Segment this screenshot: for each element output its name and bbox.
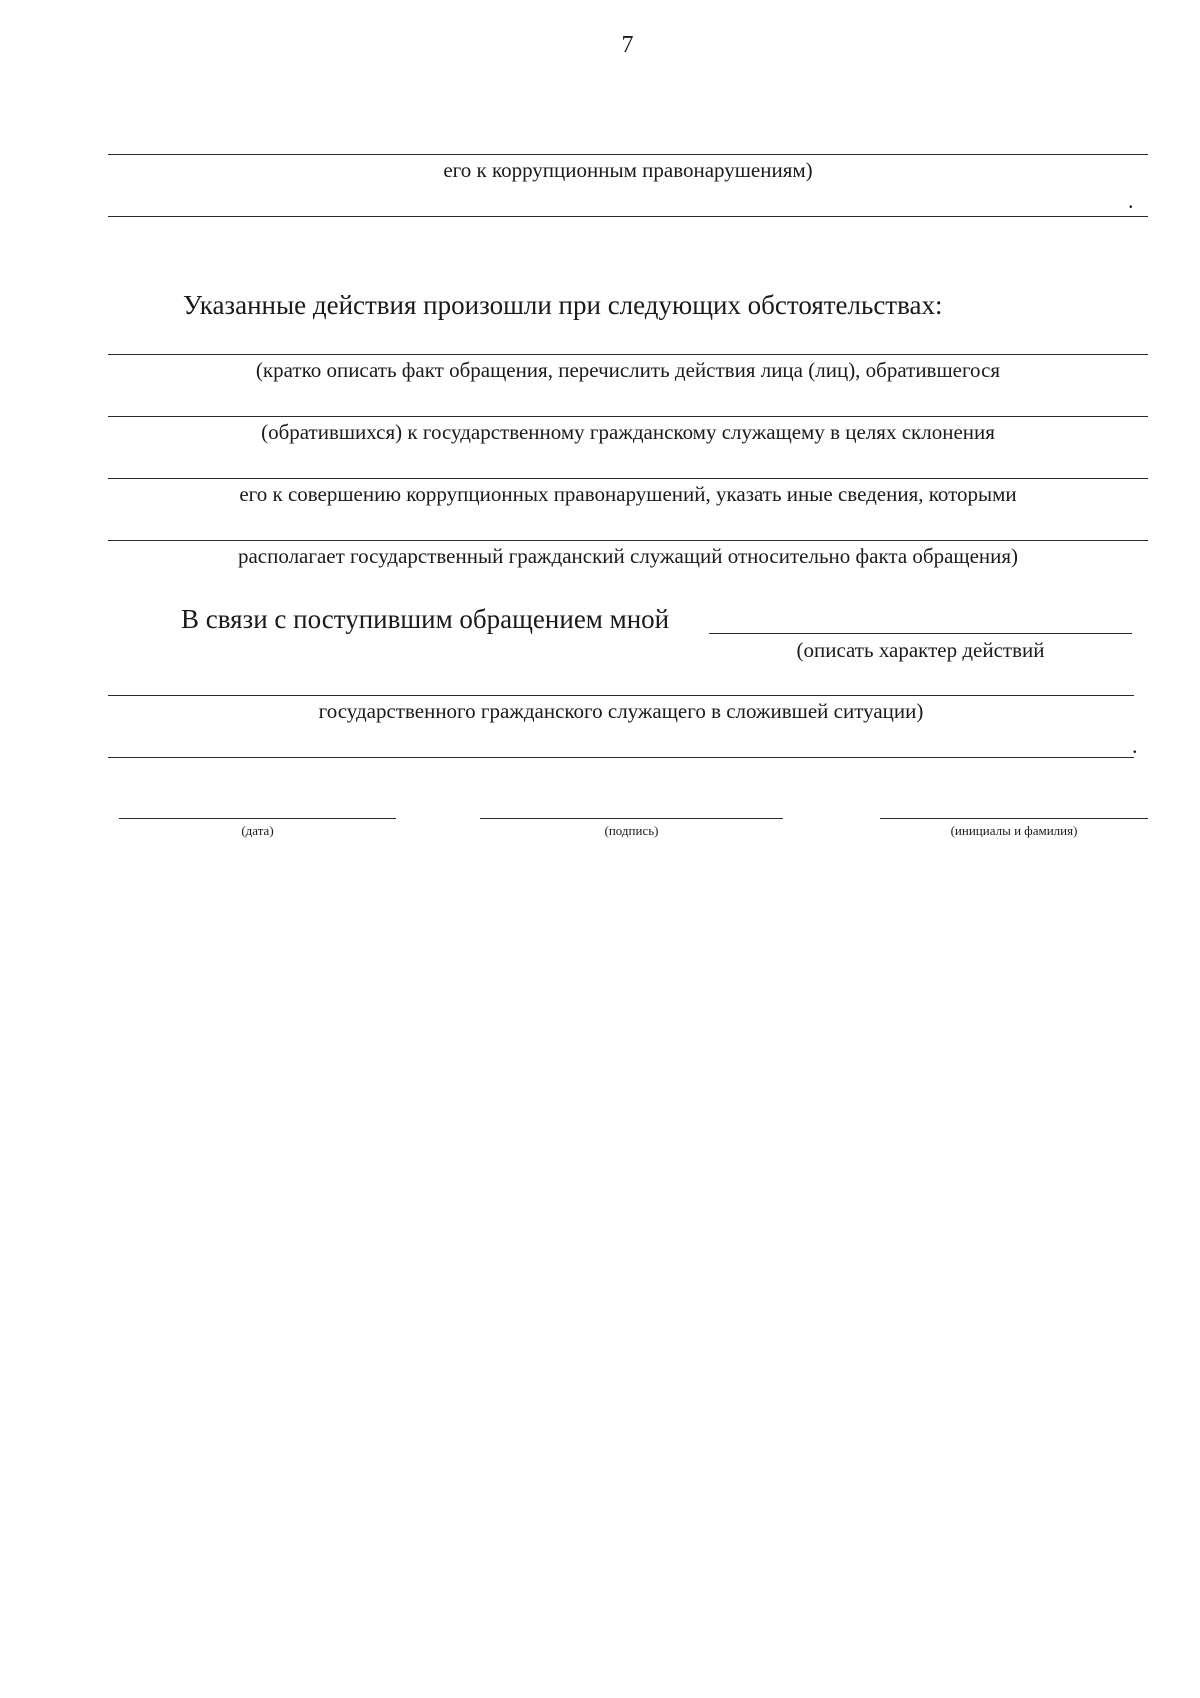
field-caption: его к коррупционным правонарушениям) bbox=[443, 158, 813, 182]
end-period: . bbox=[1128, 188, 1134, 213]
date-line bbox=[119, 818, 396, 819]
signature-line bbox=[480, 818, 783, 819]
signature-caption: (подпись) bbox=[604, 823, 659, 838]
field-caption: его к совершению коррупционных правонарушений, указать иные сведения, которыми bbox=[239, 482, 1017, 506]
form-line bbox=[709, 633, 1132, 634]
form-line bbox=[108, 216, 1148, 217]
field-caption: располагает государственный гражданский служащий относительно факта обращения) bbox=[237, 544, 1019, 568]
field-caption: (описать характер действий bbox=[796, 638, 1045, 662]
form-line bbox=[108, 354, 1148, 355]
form-line bbox=[108, 416, 1148, 417]
field-caption: государственного гражданского служащего в сложившей ситуации) bbox=[318, 699, 924, 723]
field-caption: (кратко описать факт обращения, перечислить действия лица (лиц), обратившегося bbox=[255, 358, 1001, 382]
field-caption: (обратившихся) к государственному гражданскому служащему в целях склонения bbox=[261, 420, 995, 444]
name-line bbox=[880, 818, 1148, 819]
form-line bbox=[108, 695, 1134, 696]
paragraph-lead: Указанные действия произошли при следующих обстоятельствах: bbox=[183, 290, 943, 320]
date-caption: (дата) bbox=[241, 823, 274, 838]
page-number: 7 bbox=[621, 32, 634, 58]
name-caption: (инициалы и фамилия) bbox=[950, 823, 1078, 838]
form-line bbox=[108, 478, 1148, 479]
paragraph-lead: В связи с поступившим обращением мной bbox=[181, 604, 670, 634]
form-line bbox=[108, 540, 1148, 541]
form-line bbox=[108, 757, 1134, 758]
end-period: . bbox=[1132, 733, 1138, 758]
form-line bbox=[108, 154, 1148, 155]
